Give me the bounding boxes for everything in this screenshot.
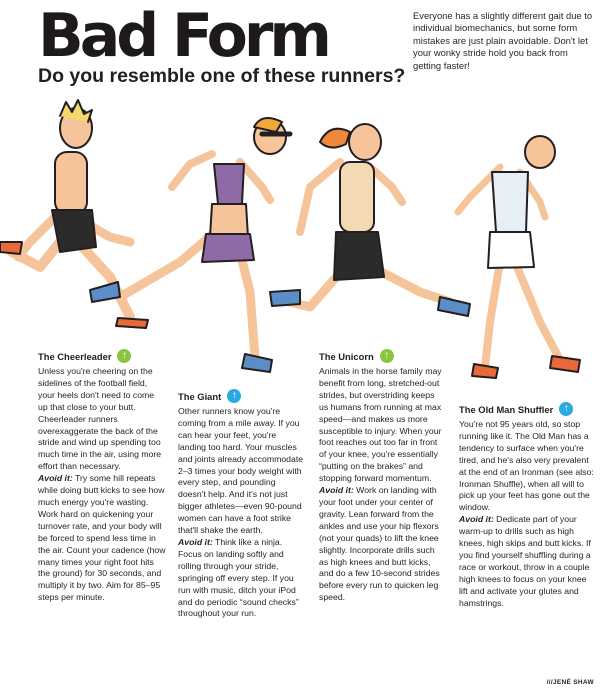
section-unicorn	[319, 349, 445, 604]
avoid-label: Avoid it:	[319, 485, 354, 496]
avoid-text: Dedicate part of your warm-up to drills such as high knees, high skips and butt kicks. If you find yourself shuffling during a race or workout, throw in a couple high knees to focus on your knee lift and activate your glutes and hamstrings.	[459, 514, 591, 608]
section-heading	[459, 402, 595, 416]
avoid-text: Think like a ninja. Focus on landing softly and rolling through your stride, springing off every step. If you run with music, ditch your iPod and do periodic “sound checks” throughout your run.	[178, 536, 299, 619]
avoid-text: Work on landing with your foot under your center of gravity. Lean forward from the ankles and use your hip flexors (not your quads) to lift the knee slightly. Incorporate drills such as high knees and butt kicks, and do a few 10-second strides before every run to quicken leg speed.	[319, 485, 440, 603]
intro-text: Everyone has a slightly different gait due to individual biomechanics, but some form mistakes are just plain avoidable. Don't let your wonky stride hold you back from getting faster!	[413, 10, 593, 71]
runner-name: The Old Man Shuffler	[459, 403, 554, 415]
avoid-label: Avoid it:	[38, 473, 73, 484]
runner-body: Unless you're cheering on the sidelines of the football field, your heels don't need to come up that close to your butt. Cheerleader runners overexaggerate the back of the stride and wind up spending too much time in the air, using more effort than necessary.	[38, 366, 162, 472]
runner-body: You're not 95 years old, so stop running like it. The Old Man has a tendency to surface when you're tired, and he's also very prevalent at the end of an Ironman (see also: Ironman Shuffle), when all will to pick up your feet has gone out the window.	[459, 419, 594, 513]
section-heading	[319, 349, 445, 363]
avoid-label: Avoid it:	[459, 514, 494, 525]
runner-name: The Giant	[178, 390, 222, 402]
runner-old-man-shuffler-illustration	[458, 136, 580, 378]
up-arrow-icon: ↑	[559, 402, 573, 416]
section-giant	[178, 389, 304, 620]
section-heading	[38, 349, 166, 363]
avoid-paragraph	[459, 514, 595, 609]
section-heading	[178, 389, 304, 403]
runner-body: Animals in the horse family may benefit from long, stretched-out strides, but overstriding keeps us humans from running at max speed—and makes us more susceptible to injury. When your foot reaches out too far in front of your knee, you're essentially “putting on the brakes” and stopping forward momentum.	[319, 366, 442, 484]
section-old-man-shuffler	[459, 402, 595, 610]
section-cheerleader	[38, 349, 166, 604]
avoid-text: Try some hill repeats while doing butt kicks to see how much energy you're wasting. Work hard on quickening your turnover rate, and your body will be forced to spend less time in the air. Count your cadence (how many times your right foot hits the ground) for 30 seconds, and multiply it by two. Aim for 85–95 steps per minute.	[38, 473, 166, 603]
avoid-paragraph	[178, 537, 304, 620]
page-title: Bad Form	[38, 1, 328, 71]
page-subtitle: Do you resemble one of these runners?	[38, 65, 406, 87]
illustrator-credit: ///JENÉ SHAW	[546, 679, 594, 686]
avoid-label: Avoid it:	[178, 536, 213, 547]
up-arrow-icon: ↑	[380, 349, 394, 363]
runner-name: The Cheerleader	[38, 350, 112, 362]
up-arrow-icon: ↑	[227, 389, 241, 403]
runner-name: The Unicorn	[319, 350, 374, 362]
runner-unicorn-illustration	[270, 124, 470, 316]
runner-body: Other runners know you're coming from a mile away. If you can hear your feet, you're landing too hard. Your muscles and joints already accommodate 2–3 times your body weight with every step, and pounding doesn't help. And it's not just bigger athletes—even 90-pound women can have a foot strike that'll shake the earth.	[178, 406, 304, 536]
up-arrow-icon: ↑	[117, 349, 131, 363]
runners-illustration	[0, 92, 602, 392]
avoid-paragraph	[319, 485, 445, 604]
avoid-paragraph	[38, 473, 166, 604]
runner-giant-illustration	[90, 118, 290, 372]
